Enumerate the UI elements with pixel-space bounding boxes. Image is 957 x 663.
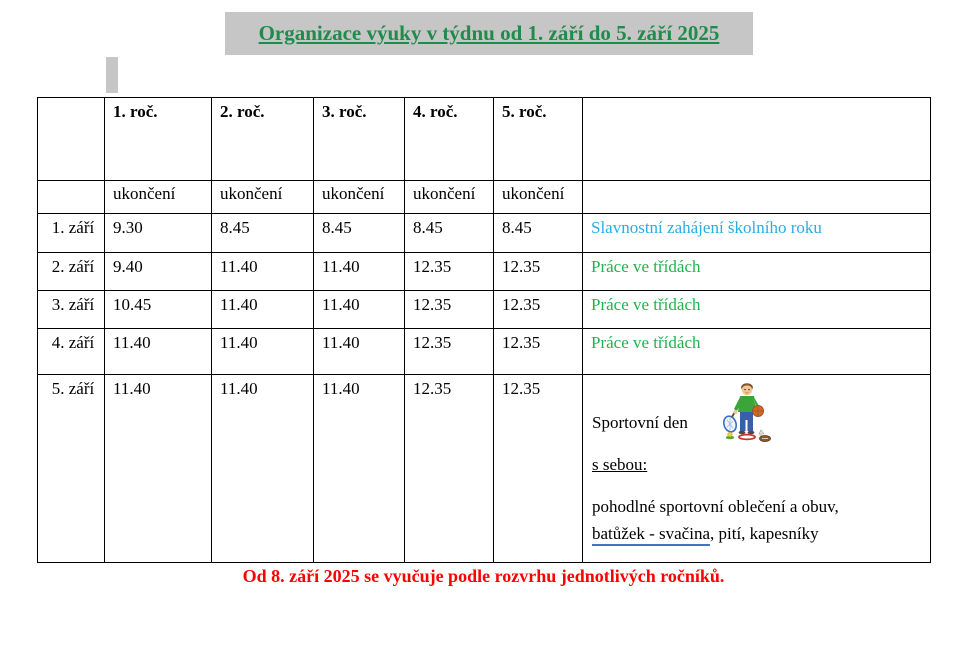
day-note: Práce ve třídách: [583, 329, 931, 375]
dismissal-time: 12.35: [405, 375, 494, 563]
dismissal-time: 12.35: [494, 375, 583, 563]
footer-note: Od 8. září 2025 se vyučuje podle rozvrhu jednotlivých ročníků.: [242, 566, 725, 586]
dismissal-subheader: ukončení: [314, 181, 405, 214]
empty-cell: [583, 181, 931, 214]
day-label: 3. září: [38, 291, 105, 329]
dismissal-time: 12.35: [405, 291, 494, 329]
schedule-table: [37, 97, 931, 563]
dismissal-time: 8.45: [405, 214, 494, 253]
table-row: [38, 291, 931, 329]
dismissal-time: 12.35: [405, 329, 494, 375]
sport-day-title: Sportovní den: [592, 413, 688, 432]
header-row: [38, 98, 931, 181]
dismissal-subheader: ukončení: [105, 181, 212, 214]
dismissal-time: 12.35: [494, 291, 583, 329]
dismissal-time: 11.40: [105, 375, 212, 563]
dismissal-time: 9.40: [105, 253, 212, 291]
dismissal-time: 9.30: [105, 214, 212, 253]
day-label: 2. září: [38, 253, 105, 291]
items-rest: , pití, kapesníky: [710, 524, 819, 543]
grade-column-header: 2. roč.: [212, 98, 314, 181]
grade-column-header: 4. roč.: [405, 98, 494, 181]
table-row: [38, 329, 931, 375]
dismissal-time: 8.45: [494, 214, 583, 253]
dismissal-time: 8.45: [314, 214, 405, 253]
notes-column-header: [583, 98, 931, 181]
table-row: [38, 253, 931, 291]
dismissal-time: 12.35: [494, 329, 583, 375]
dismissal-time: 11.40: [212, 329, 314, 375]
grade-column-header: 5. roč.: [494, 98, 583, 181]
table-row: [38, 375, 931, 563]
dismissal-subheader: ukončení: [212, 181, 314, 214]
sport-day-cell: [583, 375, 931, 563]
bring-along-items: [592, 493, 922, 547]
dismissal-time: 8.45: [212, 214, 314, 253]
dismissal-time: 12.35: [494, 253, 583, 291]
subheader-row: [38, 181, 931, 214]
dismissal-time: 12.35: [405, 253, 494, 291]
day-label: 5. září: [38, 375, 105, 563]
empty-cell: [38, 181, 105, 214]
dismissal-subheader: ukončení: [405, 181, 494, 214]
dismissal-time: 10.45: [105, 291, 212, 329]
day-label: 1. září: [38, 214, 105, 253]
page-title: Organizace výuky v týdnu od 1. září do 5. září 2025: [258, 21, 720, 45]
bring-along-label: s sebou:: [592, 455, 648, 474]
dismissal-time: 11.40: [212, 253, 314, 291]
items-underlined-snack: batůžek - svačina: [592, 524, 710, 546]
stray-highlight-mark: [106, 57, 118, 93]
day-note: Práce ve třídách: [583, 253, 931, 291]
table-row: [38, 214, 931, 253]
items-line1: pohodlné sportovní oblečení a obuv,: [592, 497, 839, 516]
document-title-highlight: [225, 12, 753, 55]
day-note: Slavnostní zahájení školního roku: [583, 214, 931, 253]
day-note: Práce ve třídách: [583, 291, 931, 329]
grade-column-header: 3. roč.: [314, 98, 405, 181]
dismissal-time: 11.40: [314, 375, 405, 563]
dismissal-time: 11.40: [314, 329, 405, 375]
dismissal-time: 11.40: [212, 375, 314, 563]
dismissal-subheader: ukončení: [494, 181, 583, 214]
sports-kid-icon: [721, 381, 773, 443]
grade-column-header: 1. roč.: [105, 98, 212, 181]
dismissal-time: 11.40: [105, 329, 212, 375]
day-label: 4. září: [38, 329, 105, 375]
corner-cell: [38, 98, 105, 181]
dismissal-time: 11.40: [212, 291, 314, 329]
dismissal-time: 11.40: [314, 291, 405, 329]
dismissal-time: 11.40: [314, 253, 405, 291]
